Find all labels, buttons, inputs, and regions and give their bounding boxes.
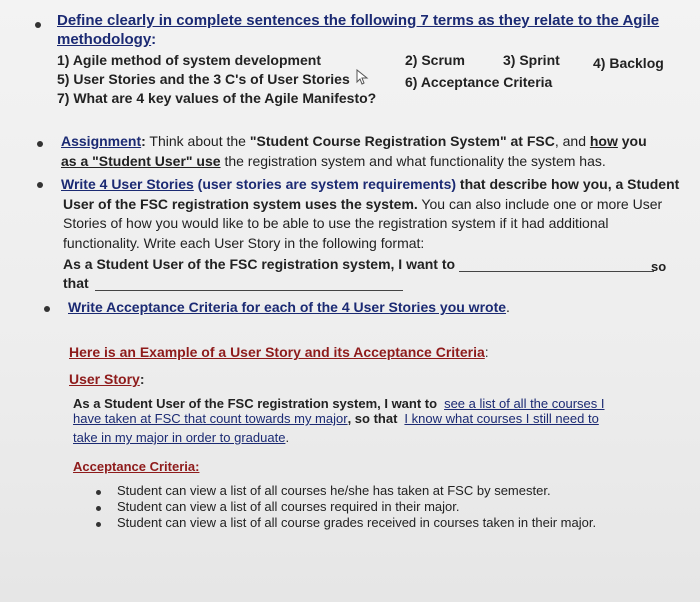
assignment-text: , and (554, 133, 590, 149)
stories-text: User of the FSC registration system uses the system. (63, 196, 418, 212)
student-user-phrase: as a "Student User" use (61, 153, 221, 169)
bullet (44, 306, 50, 312)
story-line3 (73, 430, 289, 445)
story-text: As a Student User of the FSC registration system, I want to (73, 396, 438, 411)
colon: : (484, 344, 489, 360)
blank-line (459, 257, 654, 272)
example-heading (69, 344, 489, 360)
bullet (96, 522, 101, 527)
assignment-colon: : (141, 133, 146, 149)
stories-line4: functionality. Write each User Story in the following format: (63, 235, 425, 251)
term-3: 3) Sprint (503, 52, 560, 68)
term-4: 4) Backlog (593, 55, 664, 71)
system-name: "Student Course Registration System" at FSC (249, 133, 555, 149)
period: . (285, 430, 290, 445)
write-stories-label: Write 4 User Stories (61, 176, 194, 192)
stories-text: You can also include one or more User (417, 196, 663, 212)
assignment-text: Think about the (145, 133, 250, 149)
assignment-text: the registration system and what functionality the system has. (220, 153, 606, 169)
blank-line (95, 276, 403, 291)
acceptance-criteria-label: Acceptance Criteria: (73, 459, 200, 474)
format-text: As a Student User of the FSC registration system, I want to (63, 256, 456, 272)
colon: : (151, 31, 157, 48)
stories-line2 (63, 196, 662, 212)
story-so-that: I know what courses I still need to (404, 411, 599, 426)
mouse-pointer-icon (356, 69, 370, 85)
story-so-that-2: take in my major in order to graduate (73, 430, 286, 445)
bullet (96, 490, 101, 495)
criteria-instruction (68, 299, 510, 315)
period: . (506, 299, 510, 315)
example-heading-text: Here is an Example of a User Story and its Acceptance Criteria (69, 344, 485, 360)
format-line (63, 256, 654, 272)
user-story-label (69, 371, 144, 387)
define-heading: Define clearly in complete sentences the following 7 terms as they relate to the Agile (57, 12, 660, 29)
assignment-line1 (61, 133, 647, 149)
methodology-word: methodology (57, 31, 152, 48)
assignment-line2 (61, 153, 606, 169)
bullet (35, 22, 41, 28)
colon: : (139, 371, 145, 387)
write-criteria-label: Write Acceptance Criteria for each of the 4 User Stories you wrote (68, 299, 507, 315)
story-line1 (73, 396, 605, 411)
format-so: so (651, 259, 667, 274)
how-word: how (589, 133, 618, 149)
user-story-label-text: User Story (69, 371, 140, 387)
assignment-text: you (617, 133, 647, 149)
stories-text: that describe how you, a Student (456, 176, 680, 192)
stories-line3: Stories of how you would like to be able to use the registration system if it had additional (63, 215, 609, 231)
format-text: that (63, 275, 89, 291)
story-want: see a list of all the courses I (444, 396, 605, 411)
term-5: 5) User Stories and the 3 C's of User Stories (57, 71, 350, 87)
story-so: , so that (347, 411, 398, 426)
define-heading-line2 (57, 31, 156, 48)
criteria-item: Student can view a list of all course grades received in courses taken in their major. (117, 515, 597, 530)
term-7: 7) What are 4 key values of the Agile Manifesto? (57, 90, 377, 106)
term-1: 1) Agile method of system development (57, 52, 321, 68)
term-6: 6) Acceptance Criteria (405, 74, 553, 90)
story-want-2: have taken at FSC that count towards my major (73, 411, 348, 426)
term-2: 2) Scrum (405, 52, 465, 68)
story-line2 (73, 411, 599, 426)
criteria-item: Student can view a list of all courses required in their major. (117, 499, 460, 514)
criteria-item: Student can view a list of all courses he/she has taken at FSC by semester. (117, 483, 551, 498)
stories-line1 (61, 176, 679, 192)
bullet (96, 506, 101, 511)
stories-paren: (user stories are system requirements) (193, 176, 457, 192)
assignment-label: Assignment (61, 133, 142, 149)
format-that-line (63, 275, 403, 291)
bullet (37, 182, 43, 188)
bullet (37, 141, 43, 147)
